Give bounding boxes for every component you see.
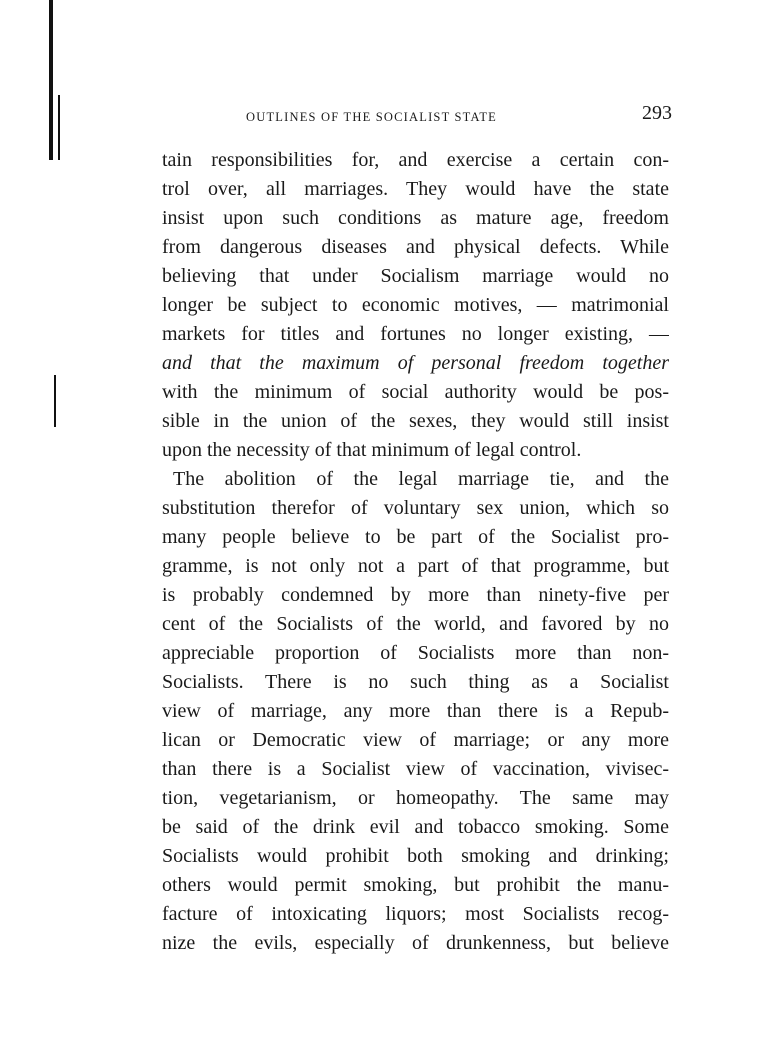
text-line: with the minimum of social authority would be pos- <box>162 381 669 403</box>
text-line: markets for titles and fortunes no longer existing, — <box>162 323 669 345</box>
paragraph-1 <box>162 146 669 465</box>
text-line: substitution therefor of voluntary sex union, which so <box>162 497 669 519</box>
text-line: than there is a Socialist view of vaccination, vivisec- <box>162 758 669 780</box>
text-line: and that the maximum of personal freedom together <box>162 352 669 374</box>
text-line: The abolition of the legal marriage tie, and the <box>173 468 669 490</box>
text-line: Socialists would prohibit both smoking and drinking; <box>162 845 669 867</box>
running-head <box>160 102 672 130</box>
text-line: cent of the Socialists of the world, and favored by no <box>162 613 669 635</box>
page-body <box>162 146 669 958</box>
scan-margin-mark <box>58 95 60 160</box>
text-line: is probably condemned by more than ninety-five per <box>162 584 669 606</box>
text-line: others would permit smoking, but prohibit the manu- <box>162 874 669 896</box>
text-line: many people believe to be part of the Socialist pro- <box>162 526 669 548</box>
text-line: upon the necessity of that minimum of legal control. <box>162 439 582 461</box>
text-line: view of marriage, any more than there is a Repub- <box>162 700 669 722</box>
text-line: be said of the drink evil and tobacco smoking. Some <box>162 816 669 838</box>
text-line: tion, vegetarianism, or homeopathy. The same may <box>162 787 669 809</box>
text-line: lican or Democratic view of marriage; or any more <box>162 729 669 751</box>
page-number: 293 <box>642 102 672 124</box>
text-line: insist upon such conditions as mature age, freedom <box>162 207 669 229</box>
text-line: trol over, all marriages. They would have the state <box>162 178 669 200</box>
running-title: OUTLINES OF THE SOCIALIST STATE <box>246 110 498 124</box>
text-line: gramme, is not only not a part of that programme, but <box>162 555 669 577</box>
text-line: Socialists. There is no such thing as a Socialist <box>162 671 669 693</box>
paragraph-2 <box>162 465 669 958</box>
text-line: tain responsibilities for, and exercise a certain con- <box>162 149 669 171</box>
text-line: appreciable proportion of Socialists more than non- <box>162 642 669 664</box>
scan-margin-mark <box>49 0 53 160</box>
scan-margin-mark <box>54 375 56 427</box>
text-line: facture of intoxicating liquors; most Socialists recog- <box>162 903 669 925</box>
text-line: from dangerous diseases and physical defects. While <box>162 236 669 258</box>
text-line: longer be subject to economic motives, — matrimonial <box>162 294 669 316</box>
text-line: nize the evils, especially of drunkenness, but believe <box>162 932 669 954</box>
text-line: believing that under Socialism marriage would no <box>162 265 669 287</box>
text-line: sible in the union of the sexes, they would still insist <box>162 410 669 432</box>
